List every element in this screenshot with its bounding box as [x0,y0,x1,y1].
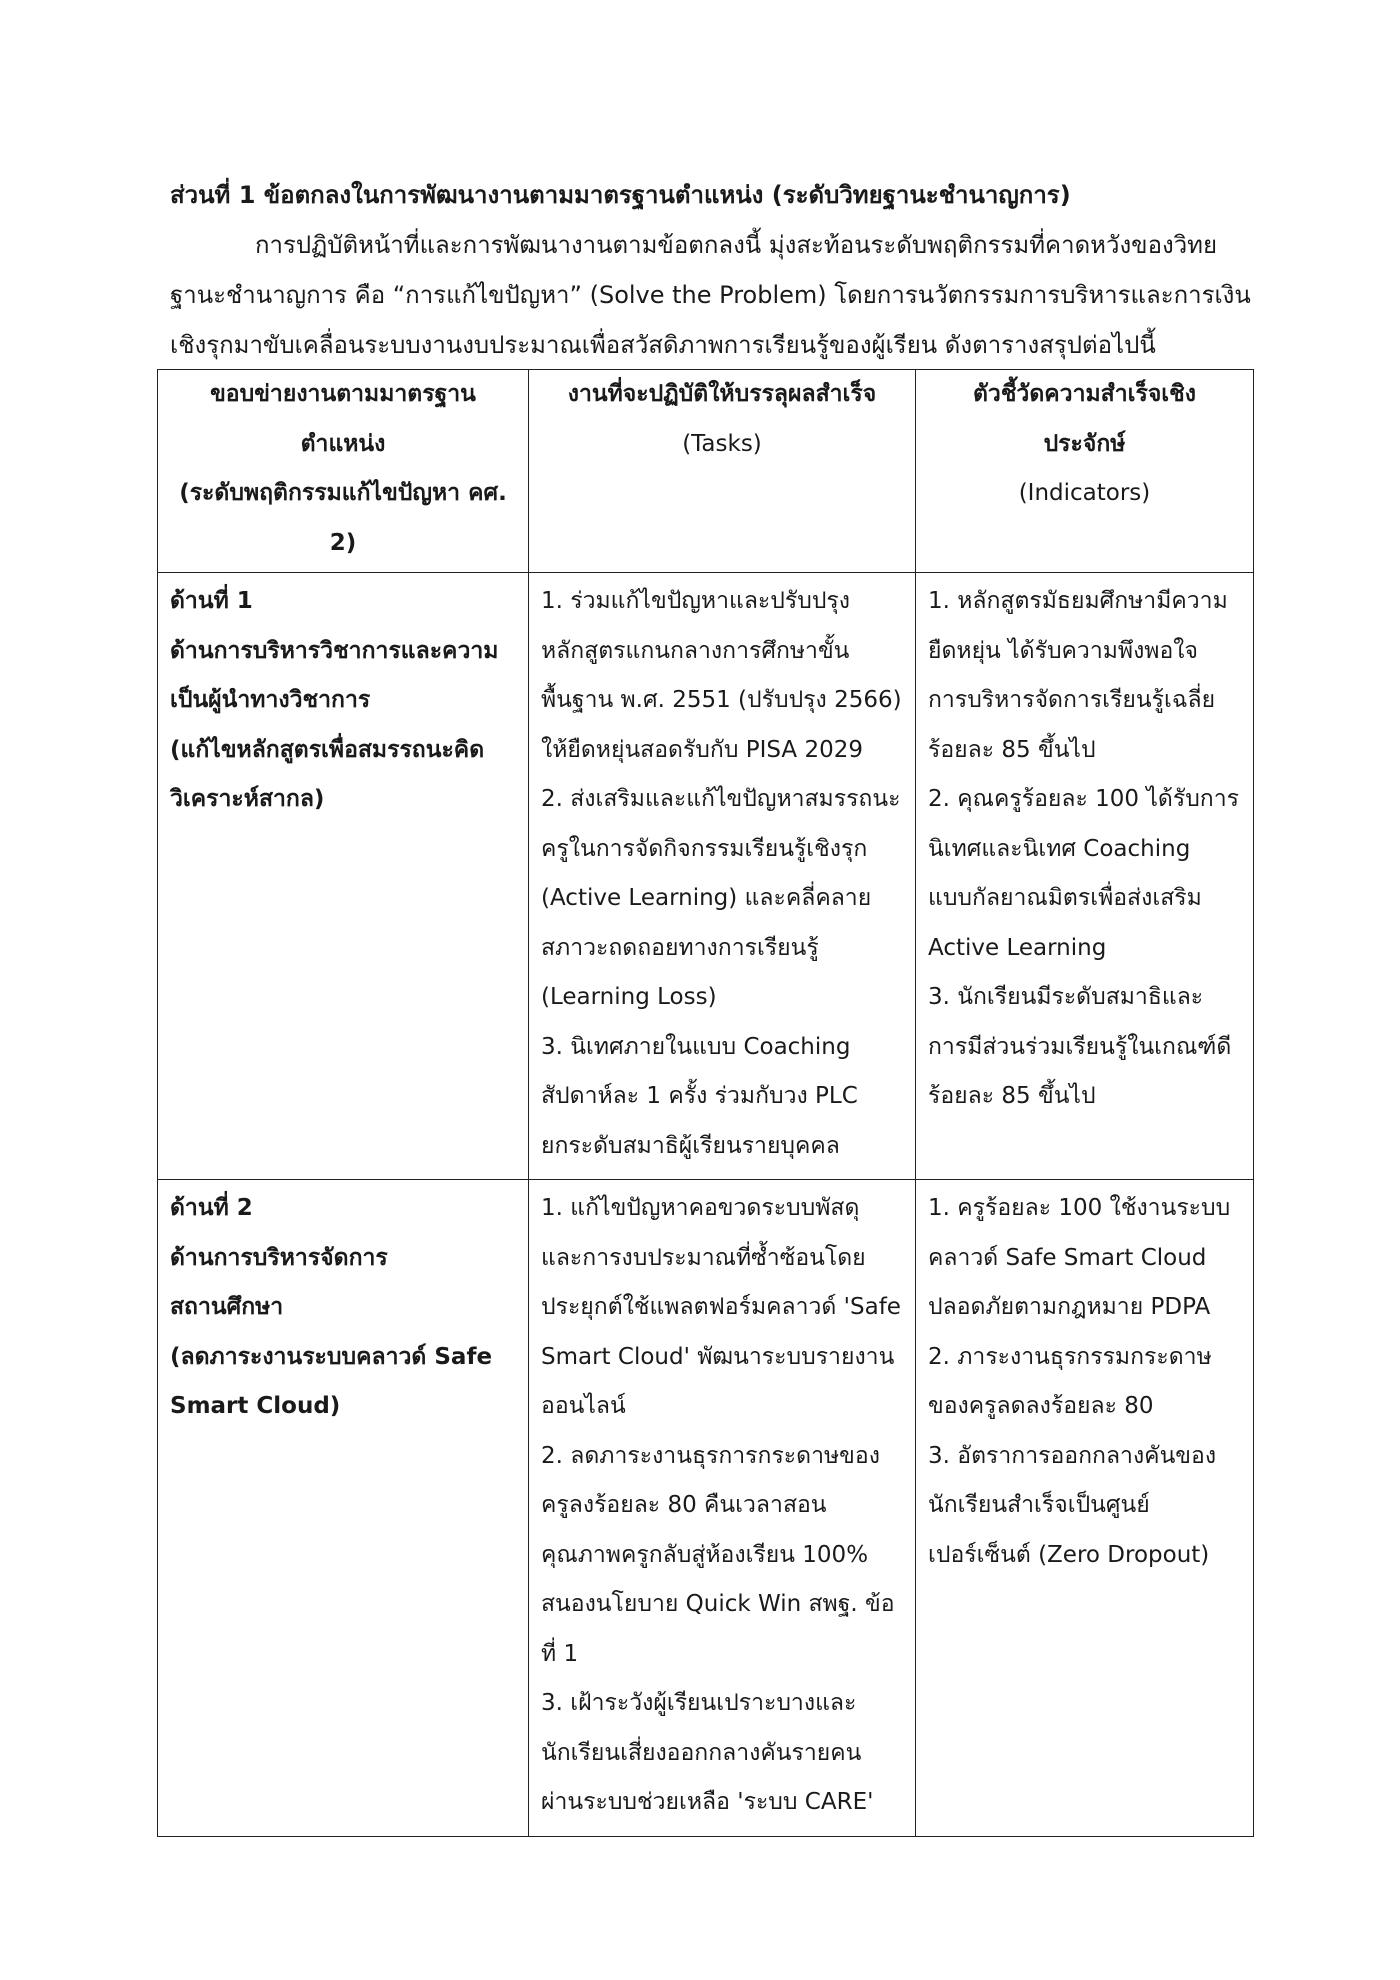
task-line: ให้ยืดหยุ่นสอดรับกับ PISA 2029 [541,736,863,763]
intro-line: การปฏิบัติหน้าที่และการพัฒนางานตามข้อตกลงนี้ มุ่งสะท้อนระดับพฤติกรรมที่คาดหวังของวิทย [255,231,1218,259]
indicator-line: นักเรียนสำเร็จเป็นศูนย์ [928,1492,1150,1518]
header-line: ขอบข่ายงานตามมาตรฐาน [210,381,476,407]
scope-cell [158,1180,529,1837]
task-line: คุณภาพครูกลับสู่ห้องเรียน 100% [541,1541,869,1568]
indicator-line: 2. ภาระงานธุรกรรมกระดาษ [928,1343,1212,1370]
indicator-line: ปลอดภัยตามกฎหมาย PDPA [928,1294,1211,1320]
task-line: 3. นิเทศภายในแบบ Coaching [541,1033,851,1060]
task-line: ผ่านระบบช่วยเหลือ 'ระบบ CARE' [541,1789,874,1815]
scope-line: วิเคราะห์สากล) [170,786,325,812]
indicator-line: 1. ครูร้อยละ 100 ใช้งานระบบ [928,1195,1231,1221]
indicator-line: คลาวด์ Safe Smart Cloud [928,1244,1207,1271]
indicators-cell [916,573,1254,1180]
task-line: ประยุกต์ใช้แพลตฟอร์มคลาวด์ 'Safe [541,1294,901,1320]
table-header-row [158,370,1254,573]
intro-line: เชิงรุกมาขับเคลื่อนระบบงานงบประมาณเพื่อสวัสดิภาพการเรียนรู้ของผู้เรียน ดังตารางสรุปต่อไปนี้ [170,331,1156,359]
scope-line: Smart Cloud) [170,1393,341,1419]
header-line: ตำแหน่ง [300,430,386,457]
task-line: สัปดาห์ละ 1 ครั้ง ร่วมกับวง PLC [541,1083,858,1109]
task-line: ออนไลน์ [541,1393,626,1419]
task-line: ยกระดับสมาธิผู้เรียนรายบุคคล [541,1132,840,1159]
task-line: สภาวะถดถอยทางการเรียนรู้ [541,934,819,961]
header-scope [158,370,529,573]
indicator-line: 2. คุณครูร้อยละ 100 ได้รับการ [928,786,1239,812]
indicator-line: 1. หลักสูตรมัธยมศึกษามีความ [928,588,1228,614]
indicator-line: การมีส่วนร่วมเรียนรู้ในเกณฑ์ดี [928,1033,1232,1060]
agreement-table [157,369,1254,1837]
scope-line: สถานศึกษา [170,1294,284,1320]
indicator-line: Active Learning [928,934,1107,961]
indicator-line: 3. นักเรียนมีระดับสมาธิและ [928,984,1204,1010]
indicator-line: ร้อยละ 85 ขึ้นไป [928,1083,1096,1109]
header-line: ประจักษ์ [1043,430,1126,457]
task-line: 1. แก้ไขปัญหาคอขวดระบบพัสดุ [541,1195,860,1221]
header-tasks [529,370,916,573]
header-line: (Tasks) [682,430,762,457]
indicator-line: เปอร์เซ็นต์ (Zero Dropout) [928,1541,1210,1568]
indicator-line: นิเทศและนิเทศ Coaching [928,835,1191,862]
task-line: ครูในการจัดกิจกรรมเรียนรู้เชิงรุก [541,835,868,862]
header-indicators [916,370,1254,573]
scope-line: (ลดภาระงานระบบคลาวด์ Safe [170,1343,493,1370]
header-line: งานที่จะปฏิบัติให้บรรลุผลสำเร็จ [567,381,877,407]
task-line: (Active Learning) และคลี่คลาย [541,885,872,911]
scope-cell [158,573,529,1180]
task-line: ที่ 1 [541,1640,579,1667]
task-line: และการงบประมาณที่ซ้ำซ้อนโดย [541,1244,866,1271]
section-heading: ส่วนที่ 1 ข้อตกลงในการพัฒนางานตามมาตรฐานตำแหน่ง (ระดับวิทยฐานะชำนาญการ) [170,181,1071,209]
header-line: (Indicators) [1018,480,1151,506]
task-line: หลักสูตรแกนกลางการศึกษาขั้น [541,637,850,664]
indicators-cell [916,1180,1254,1837]
task-line: 2. ส่งเสริมและแก้ไขปัญหาสมรรถนะ [541,786,901,812]
indicator-line: การบริหารจัดการเรียนรู้เฉลี่ย [928,687,1216,713]
header-line: 2) [329,529,357,556]
indicator-line: ร้อยละ 85 ขึ้นไป [928,736,1096,763]
intro-paragraph [170,220,1250,370]
task-line: นักเรียนเสี่ยงออกกลางคันรายคน [541,1739,862,1766]
scope-line: ด้านการบริหารวิชาการและความ [170,637,499,664]
table-row [158,573,1254,1180]
scope-line: ด้านการบริหารจัดการ [170,1244,388,1271]
task-line: 1. ร่วมแก้ไขปัญหาและปรับปรุง [541,588,851,614]
task-line: ครูลงร้อยละ 80 คืนเวลาสอน [541,1492,827,1518]
scope-line: ด้านที่ 1 [170,588,253,614]
tasks-cell [529,1180,916,1837]
indicator-line: ยืดหยุ่น ได้รับความพึงพอใจ [928,637,1198,664]
indicator-line: แบบกัลยาณมิตรเพื่อส่งเสริม [928,885,1202,911]
task-line: (Learning Loss) [541,984,717,1010]
indicator-line: 3. อัตราการออกกลางคันของ [928,1442,1217,1469]
scope-line: (แก้ไขหลักสูตรเพื่อสมรรถนะคิด [170,736,485,763]
task-line: พื้นฐาน พ.ศ. 2551 (ปรับปรุง 2566) [541,687,902,713]
task-line: 2. ลดภาระงานธุรการกระดาษของ [541,1442,880,1469]
header-line: (ระดับพฤติกรรมแก้ไขปัญหา คศ. [179,480,507,506]
indicator-line: ของครูลดลงร้อยละ 80 [928,1393,1154,1419]
table-row [158,1180,1254,1837]
tasks-cell [529,573,916,1180]
header-line: ตัวชี้วัดความสำเร็จเชิง [972,381,1197,407]
scope-line: เป็นผู้นำทางวิชาการ [170,687,371,713]
scope-line: ด้านที่ 2 [170,1195,253,1221]
task-line: 3. เฝ้าระวังผู้เรียนเปราะบางและ [541,1690,857,1716]
task-line: สนองนโยบาย Quick Win สพฐ. ข้อ [541,1591,895,1617]
task-line: Smart Cloud' พัฒนาระบบรายงาน [541,1343,895,1370]
intro-line: ฐานะชำนาญการ คือ “การแก้ไขปัญหา” (Solve the Problem) โดยการนวัตกรรมการบริหารและการเงิน [170,281,1251,309]
